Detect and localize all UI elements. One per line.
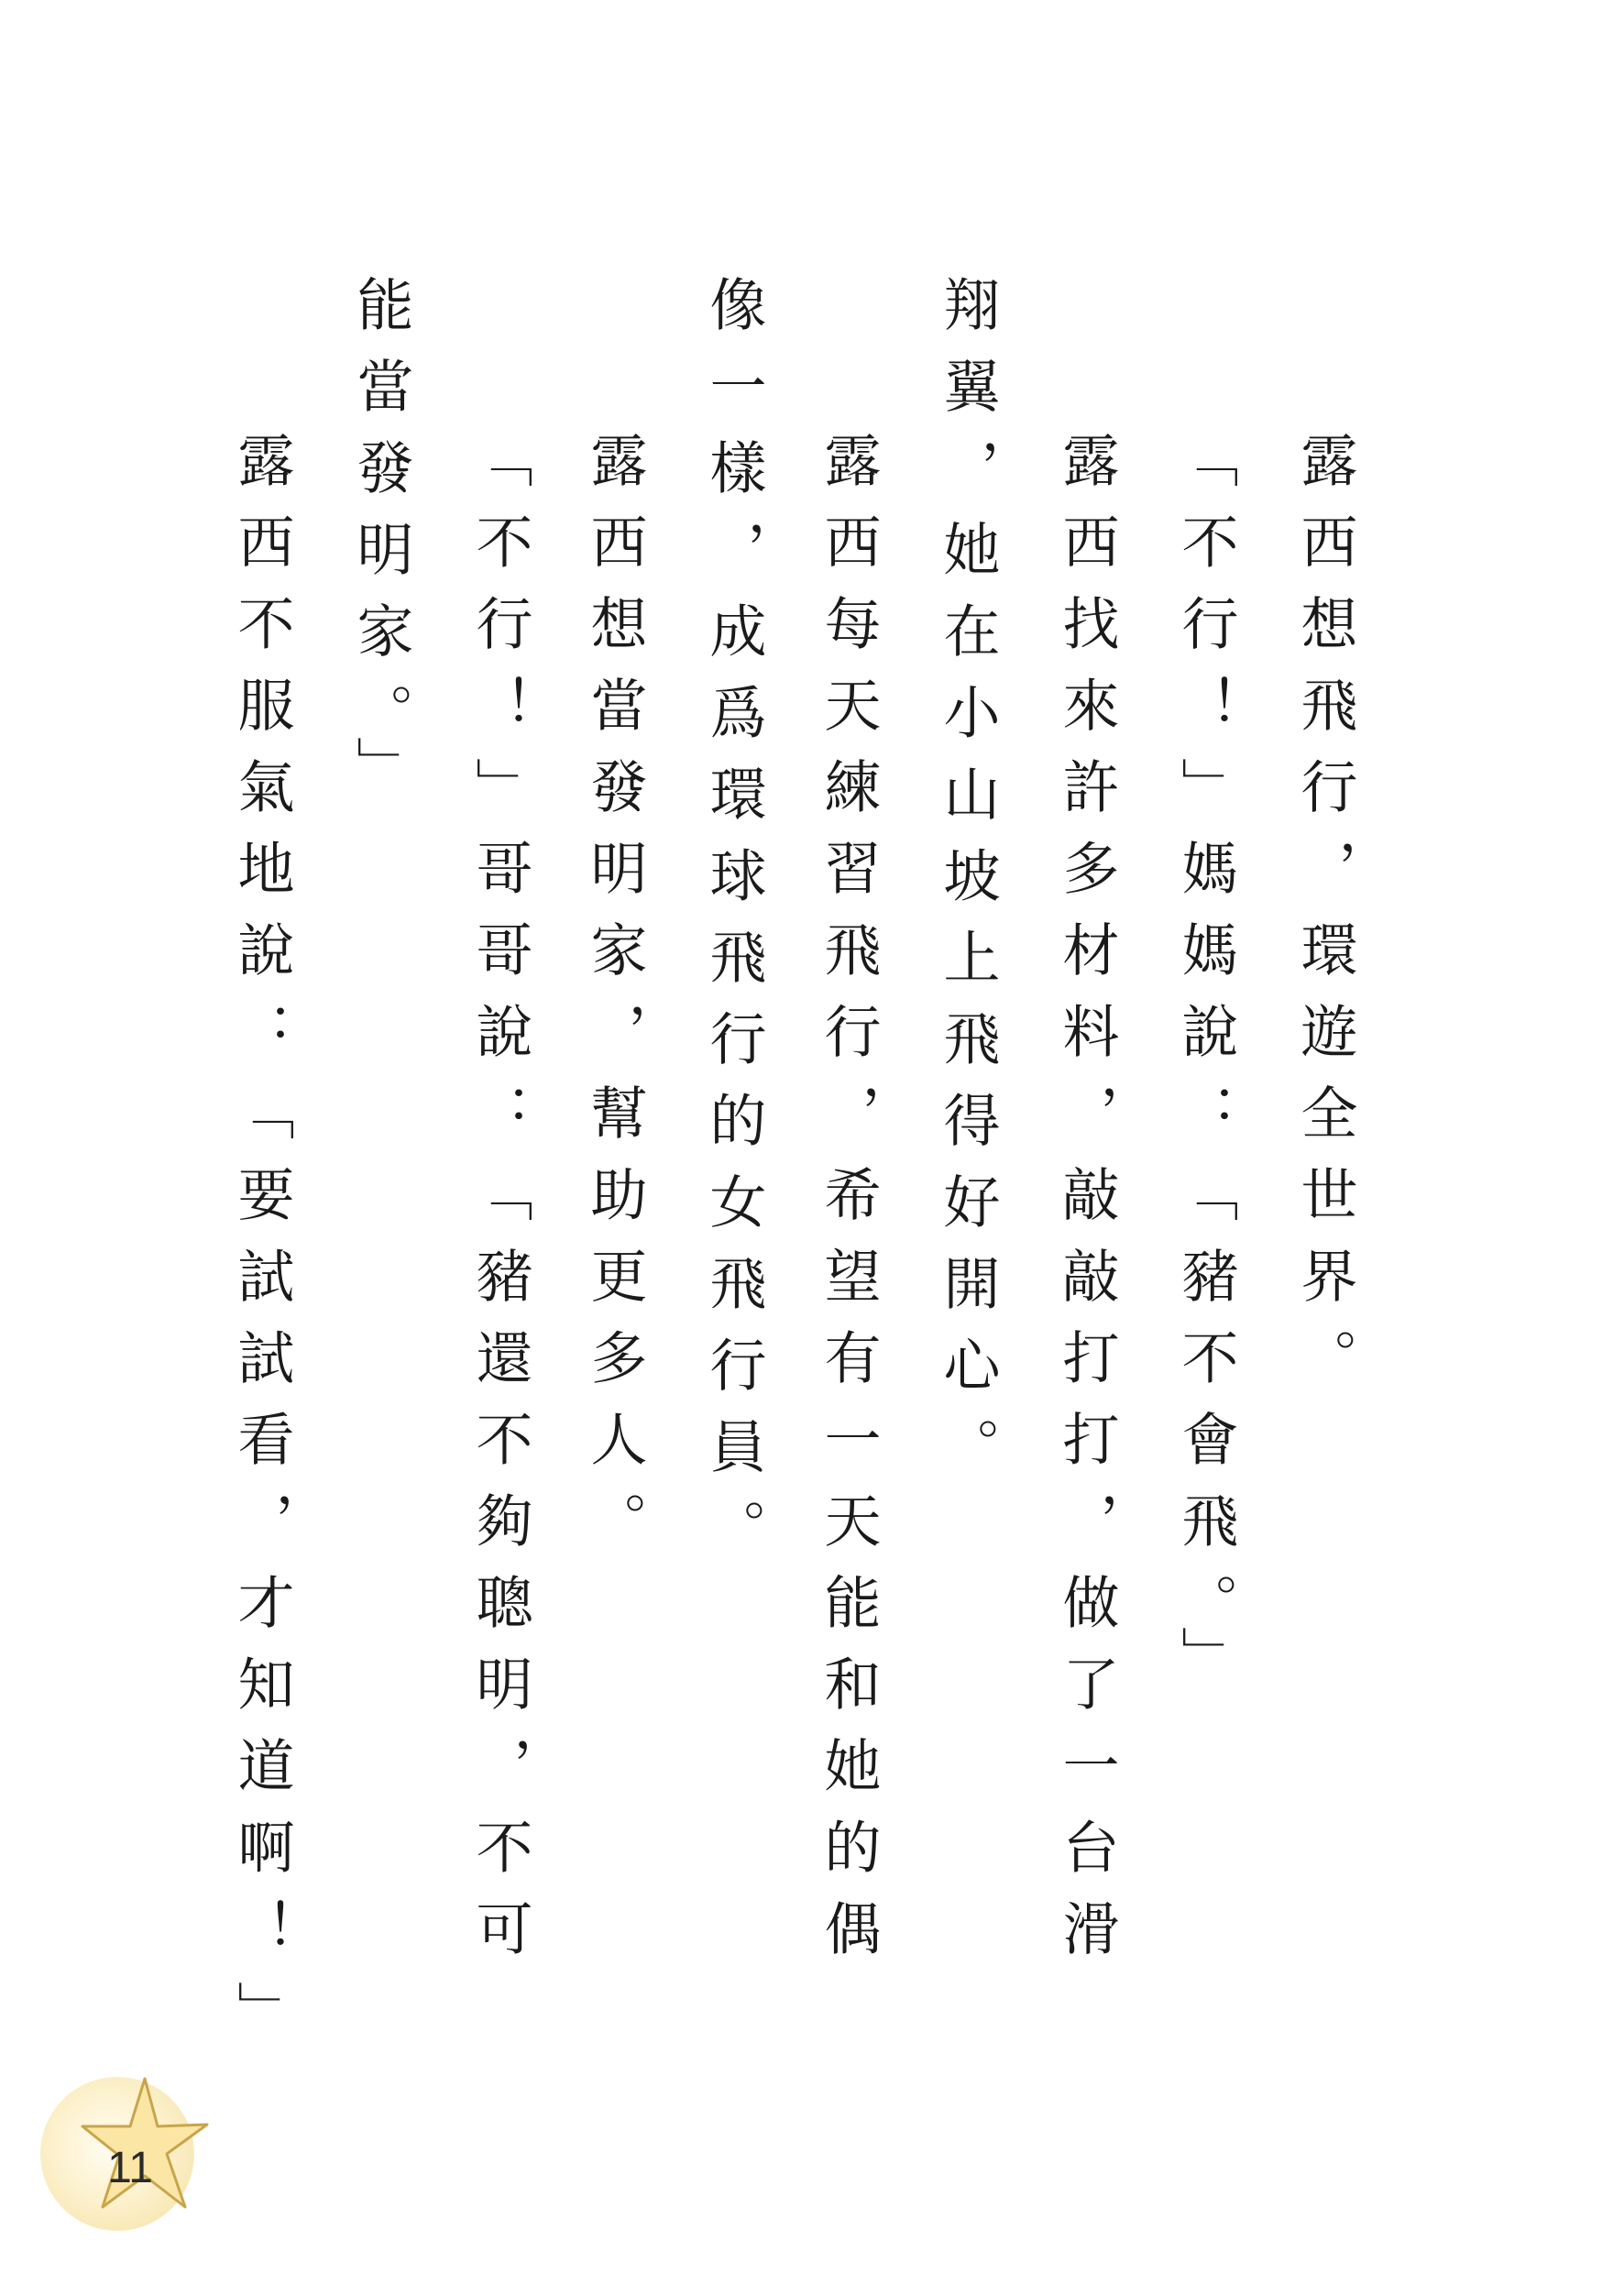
- text-column-4: 翔翼，她在小山坡上飛得好開心。: [934, 275, 1001, 1499]
- text-column-6: 像一樣，成爲環球飛行的女飛行員。: [700, 275, 767, 1580]
- text-column-5: 露西每天練習飛行，希望有一天能和她的偶: [815, 431, 882, 1981]
- text-column-3: 露西找來許多材料，敲敲打打，做了一台滑: [1053, 431, 1120, 1981]
- page-number: 11: [107, 2144, 153, 2192]
- page-number-badge: [37, 2070, 211, 2244]
- text-column-1: 露西想飛行，環遊全世界。: [1291, 431, 1358, 1410]
- text-column-9: 能當發明家。」: [347, 275, 414, 818]
- text-column-10: 露西不服氣地說：「要試試看，才知道啊！」: [228, 431, 295, 2062]
- text-column-8: 「不行！」哥哥說：「豬還不夠聰明，不可: [466, 431, 533, 1981]
- text-column-2: 「不行！」媽媽說：「豬不會飛。」: [1172, 431, 1239, 1707]
- text-column-7: 露西想當發明家，幫助更多人。: [581, 431, 648, 1573]
